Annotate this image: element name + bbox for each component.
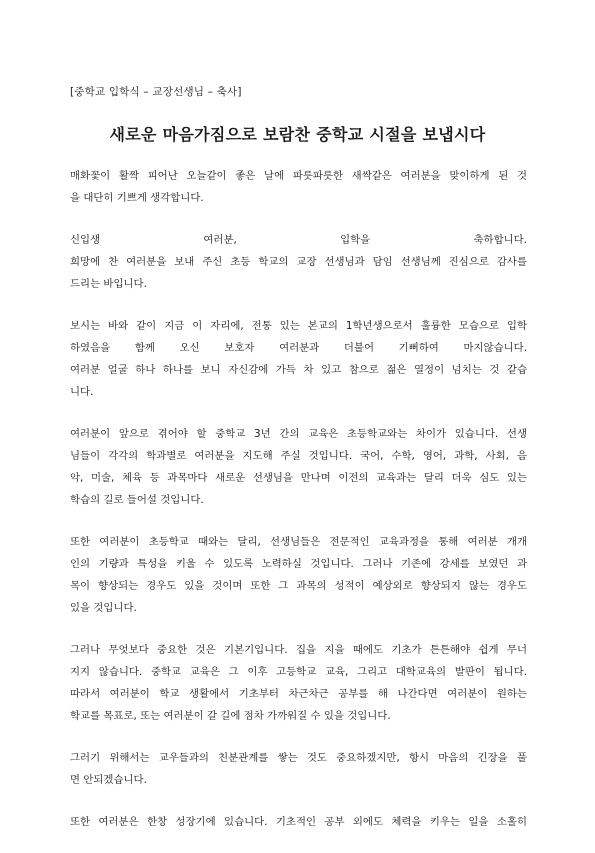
text-line: 여러분이 앞으로 겪어야 할 중학교 3년 간의 교육은 초등학교와는 차이가 있습니다. 선생 bbox=[70, 428, 527, 440]
text-line: 있을 것입니다. bbox=[70, 602, 137, 614]
text-line: 또한 여러분은 한창 성장기에 있습니다. 기초적인 공부 외에도 체력을 키우는 일을 소홀히 bbox=[70, 816, 527, 828]
speech-paragraph bbox=[70, 811, 527, 833]
text-line: 면 안되겠습니다. bbox=[70, 774, 147, 786]
text-line: 따라서 여러분이 학교 생활에서 기초부터 차근차근 공부를 해 나간다면 여러분이 원하는 bbox=[70, 688, 527, 700]
text-line: 학습의 길로 들어설 것입니다. bbox=[70, 494, 204, 506]
text-line: 학교를 목표로, 또는 여러분이 갈 길에 점차 가까워질 수 있을 것입니다. bbox=[70, 710, 391, 722]
text-line: 매화꽃이 활짝 피어난 오늘같이 좋은 날에 파릇파릇한 새싹같은 여러분을 맞이하게 된 것 bbox=[70, 170, 527, 182]
speech-paragraph bbox=[70, 639, 527, 727]
speech-category-label: [중학교 입학식 – 교장선생님 – 축사] bbox=[70, 86, 242, 98]
text-line: 목이 향상되는 경우도 있을 것이며 또한 그 과목의 성적이 예상외로 향상되지 않는 경우도 bbox=[70, 580, 527, 592]
text-line: 신입생 여러분, 입학을 축하합니다. bbox=[70, 234, 527, 246]
text-line: 그러기 위해서는 교우들과의 친분관계를 쌓는 것도 중요하겠지만, 항시 마음의 긴장을 풀 bbox=[70, 752, 527, 764]
text-line: 그러나 무엇보다 중요한 것은 기본기입니다. 집을 지을 때에도 기초가 튼튼해야 쉽게 무너 bbox=[70, 644, 527, 656]
text-line: 을 대단히 기쁘게 생각합니다. bbox=[70, 192, 204, 204]
text-line: 희망에 찬 여러분을 보내 주신 초등 학교의 교장 선생님과 담임 선생님께 진심으로 감사를 bbox=[70, 256, 527, 268]
speech-paragraph bbox=[70, 315, 527, 403]
speech-body bbox=[70, 165, 527, 853]
text-line: 드리는 바입니다. bbox=[70, 278, 147, 290]
speech-paragraph bbox=[70, 747, 527, 791]
text-line: 인의 기량과 특성을 키울 수 있도록 노력하실 것입니다. 그러나 기존에 강세를 보였던 과 bbox=[70, 558, 527, 570]
text-line: 보시는 바와 같이 지금 이 자리에, 전통 있는 본교의 1학년생으로서 훌륭한 모습으로 입학 bbox=[70, 320, 527, 332]
speech-paragraph bbox=[70, 229, 527, 295]
speech-paragraph bbox=[70, 531, 527, 619]
speech-title: 새로운 마음가짐으로 보람찬 중학교 시절을 보냅시다 bbox=[109, 125, 486, 144]
speech-paragraph bbox=[70, 165, 527, 209]
text-line: 여러분 얼굴 하나 하나를 보니 자신감에 가득 차 있고 참으로 젊은 열정이 넘치는 것 같습 bbox=[70, 364, 527, 376]
speech-paragraph bbox=[70, 423, 527, 511]
text-line: 또한 여러분이 초등학교 때와는 달리, 선생님들은 전문적인 교육과정을 통해 여러분 개개 bbox=[70, 536, 527, 548]
text-line: 하였음을 함께 오신 보호자 여러분과 더불어 기뻐하여 마지않습니다. bbox=[70, 342, 527, 354]
text-line: 악, 미술, 체육 등 과목마다 새로운 선생님을 만나며 이전의 교육과는 달리 더욱 심도 있는 bbox=[70, 472, 527, 484]
text-line: 님들이 각각의 학과별로 여러분을 지도해 주실 것입니다. 국어, 수학, 영어, 과학, 사회, 음 bbox=[70, 450, 527, 462]
text-line: 지지 않습니다. 중학교 교육은 그 이후 고등학교 교육, 그리고 대학교육의 발판이 됩니다. bbox=[70, 666, 527, 678]
text-line: 니다. bbox=[70, 386, 94, 398]
